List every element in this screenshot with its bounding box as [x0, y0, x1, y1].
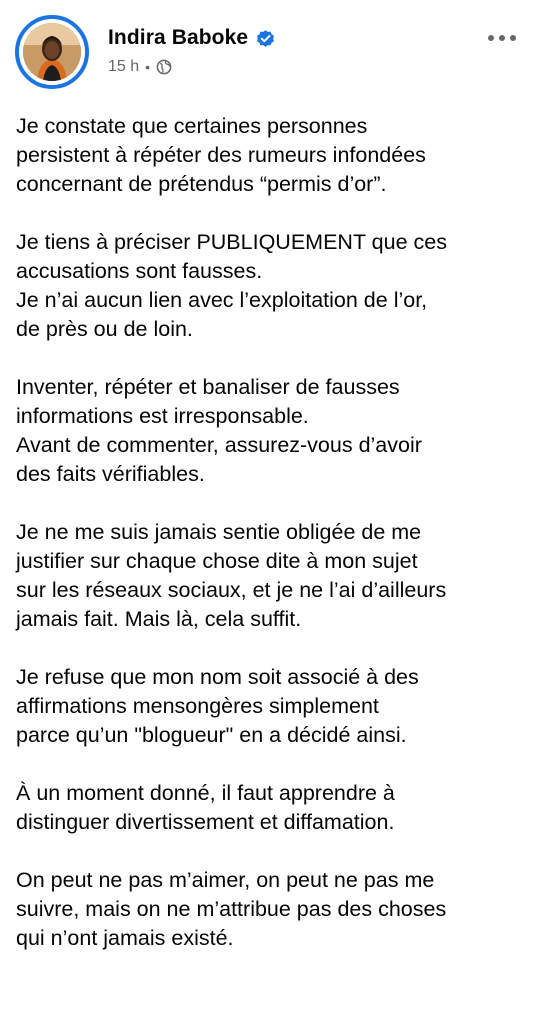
post-paragraph: Je refuse que mon nom soit associé à des affirmations mensongères simplement parce qu’un "blogueur" en a décidé ainsi. [16, 665, 419, 747]
story-ring[interactable] [15, 15, 89, 89]
globe-icon[interactable] [156, 59, 172, 75]
post-paragraph: Je constate que certaines personnes persistent à répéter des rumeurs infondées concernant de prétendus “permis d’or”. [16, 114, 426, 196]
avatar[interactable] [23, 23, 81, 81]
post-meta [108, 56, 172, 78]
verified-badge-icon [255, 28, 276, 49]
post-header [0, 0, 536, 100]
more-dot [488, 35, 494, 41]
post-body [16, 112, 522, 982]
meta-separator: • [145, 59, 151, 75]
author-row [108, 24, 276, 52]
post-paragraph: Inventer, répéter et banaliser de fausses informations est irresponsable. Avant de commenter, assurez-vous d’avoir des faits vérifiables. [16, 375, 422, 486]
avatar-image [23, 23, 81, 81]
more-options-button[interactable] [482, 26, 522, 50]
post-paragraph: À un moment donné, il faut apprendre à distinguer divertissement et diffamation. [16, 781, 395, 834]
post-paragraph: On peut ne pas m’aimer, on peut ne pas me suivre, mais on ne m’attribue pas des choses qui n’ont jamais existé. [16, 868, 447, 950]
more-dot [510, 35, 516, 41]
post-paragraph: Je tiens à préciser PUBLIQUEMENT que ces accusations sont fausses. Je n’ai aucun lien avec l’exploitation de l’or, de près ou de loin. [16, 230, 447, 341]
author-name[interactable]: Indira Baboke [108, 26, 249, 49]
post-timestamp[interactable]: 15 h [108, 58, 140, 75]
more-dot [499, 35, 505, 41]
post-paragraph: Je ne me suis jamais sentie obligée de me justifier sur chaque chose dite à mon sujet sur les réseaux sociaux, et je ne l’ai d’ailleurs jamais fait. Mais là, cela suffit. [16, 520, 447, 631]
